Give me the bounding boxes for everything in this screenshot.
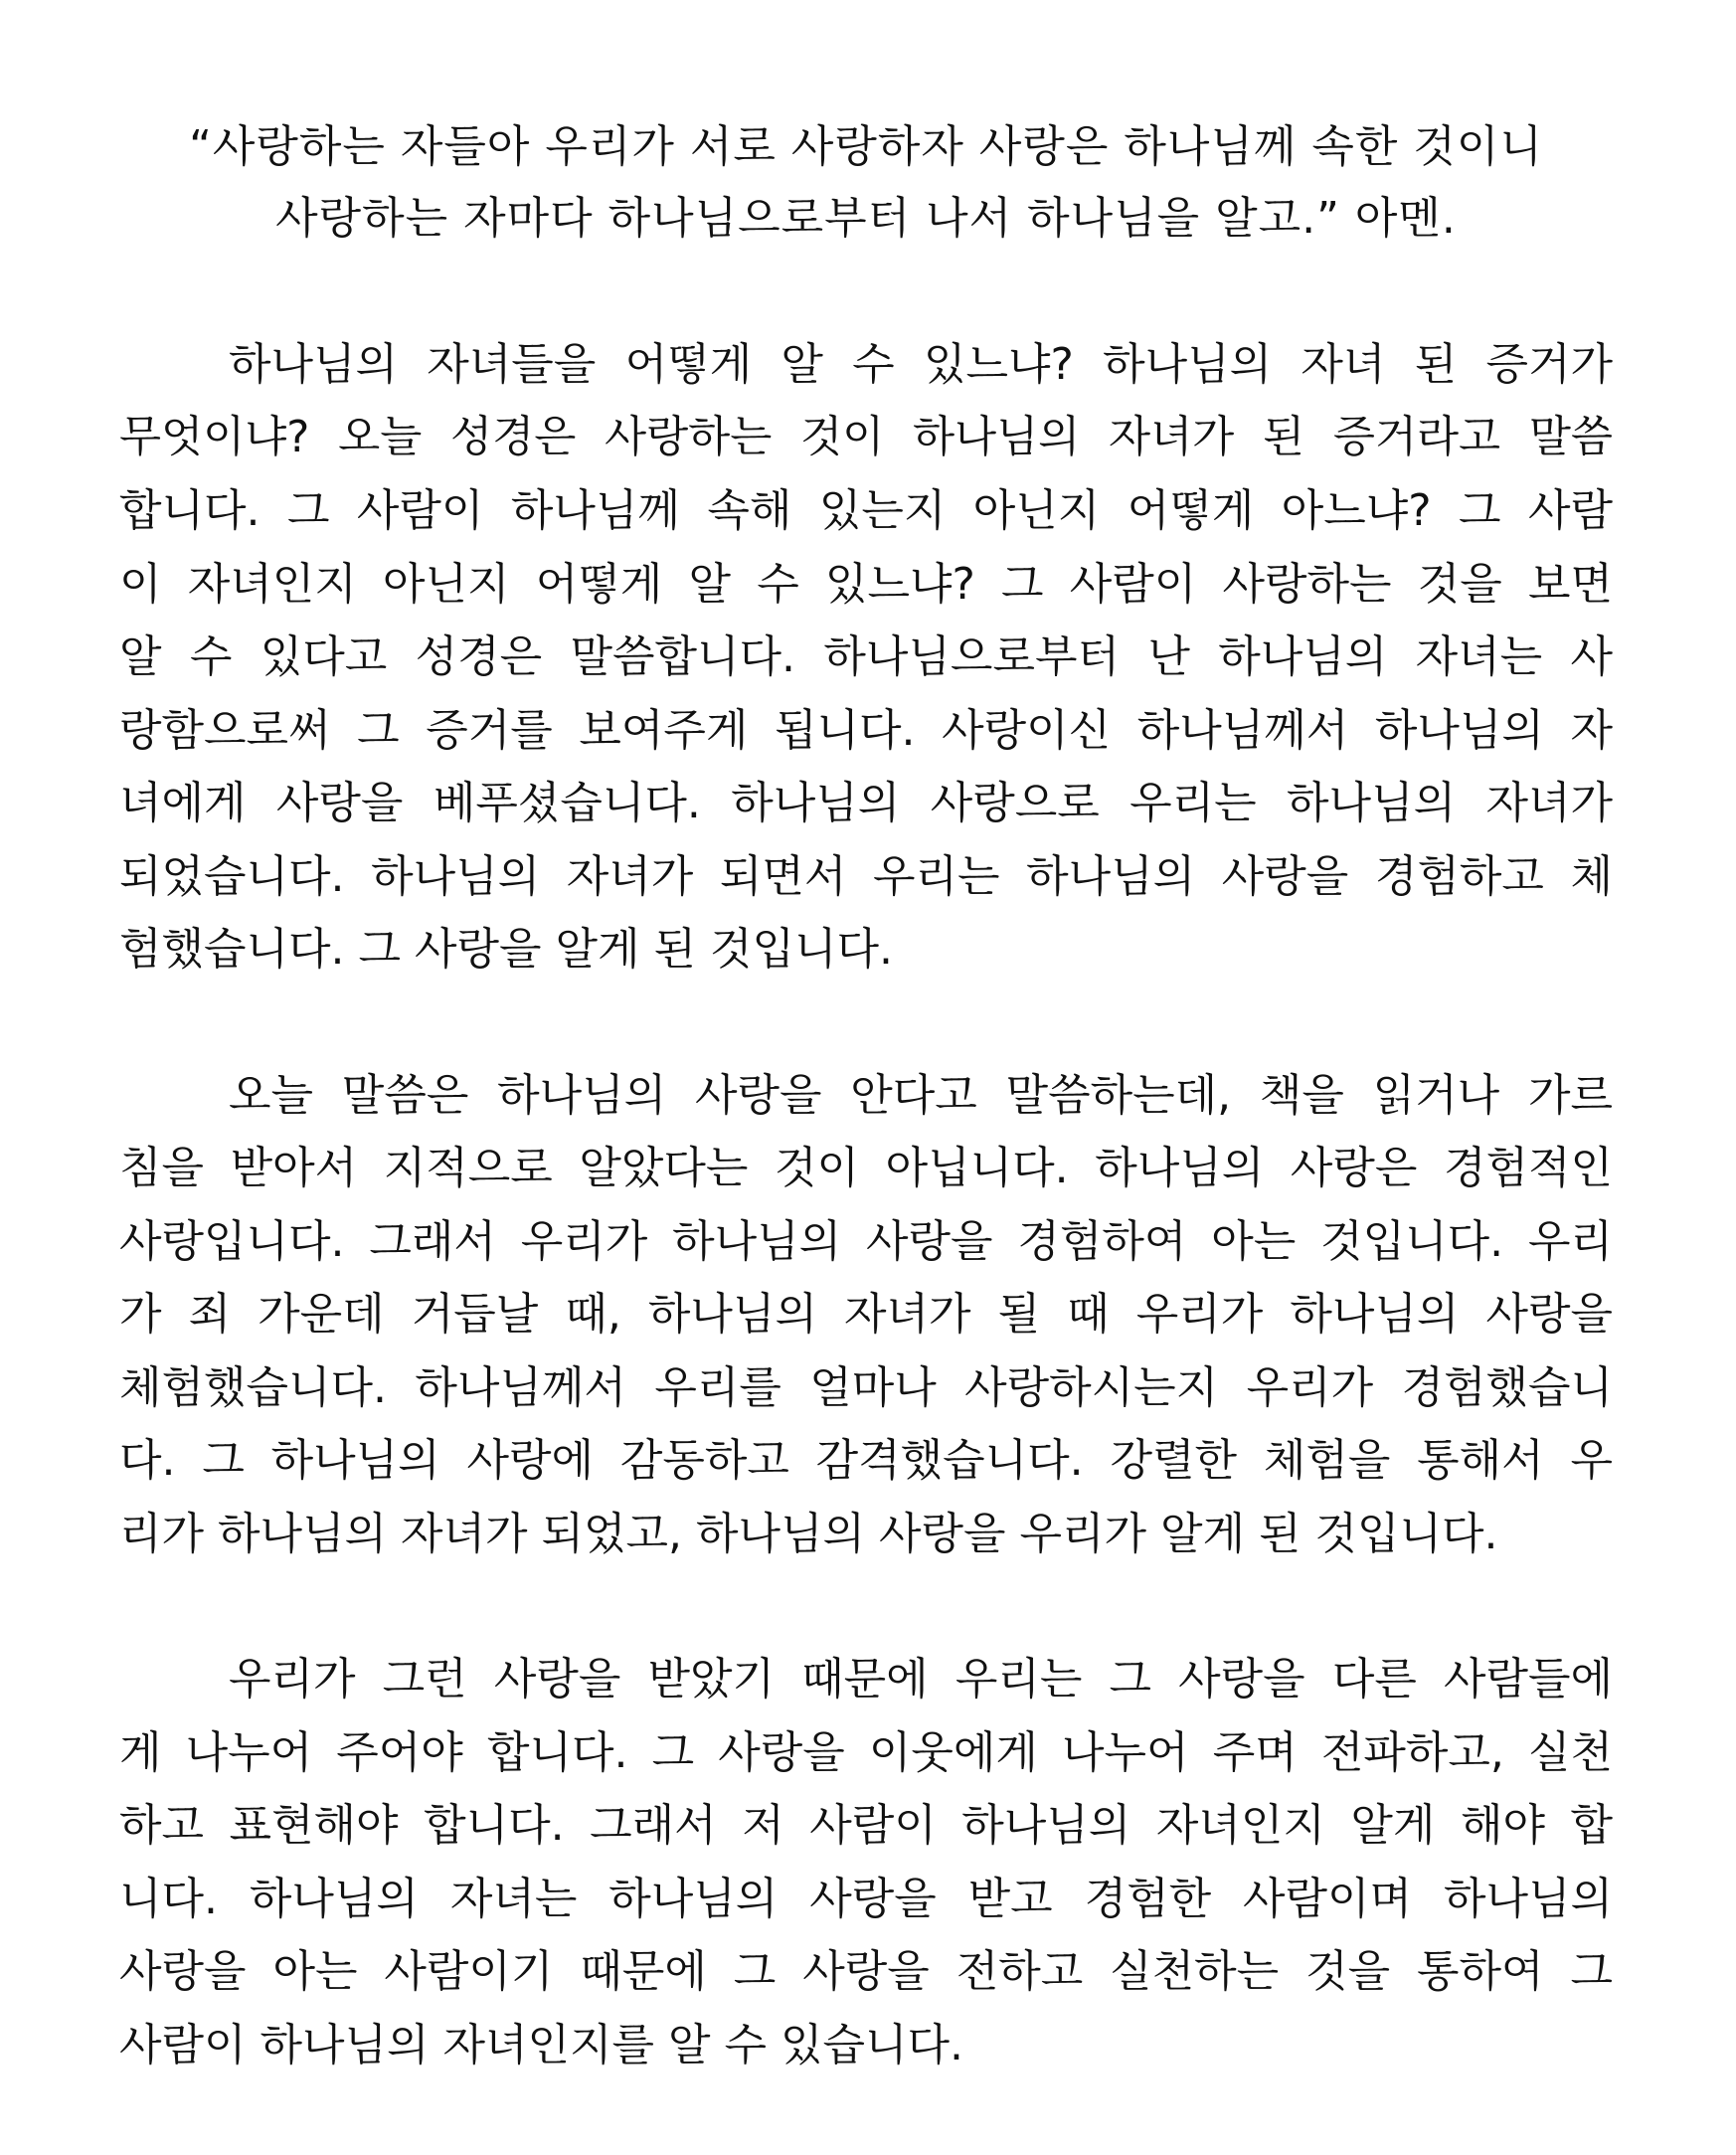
- text-line: 알 수 있다고 성경은 말씀합니다. 하나님으로부터 난 하나님의 자녀는 사: [119, 631, 1613, 682]
- text-line: 녀에게 사랑을 베푸셨습니다. 하나님의 사랑으로 우리는 하나님의 자녀가: [119, 778, 1613, 828]
- paragraph-1: [119, 328, 1613, 987]
- text-line: 사랑입니다. 그래서 우리가 하나님의 사랑을 경험하여 아는 것입니다. 우리: [119, 1215, 1613, 1267]
- text-line: 오늘 말씀은 하나님의 사랑을 안다고 말씀하는데, 책을 읽거나 가르: [229, 1069, 1613, 1121]
- text-line: 하나님의 자녀들을 어떻게 알 수 있느냐? 하나님의 자녀 된 증거가: [229, 339, 1613, 390]
- text-line: 무엇이냐? 오늘 성경은 사랑하는 것이 하나님의 자녀가 된 증거라고 말씀: [119, 412, 1613, 462]
- text-line: 체험했습니다. 하나님께서 우리를 얼마나 사랑하시는지 우리가 경험했습니: [119, 1361, 1613, 1413]
- text-line: 하고 표현해야 합니다. 그래서 저 사람이 하나님의 자녀인지 알게 해야 합: [119, 1800, 1613, 1851]
- text-line: 랑함으로써 그 증거를 보여주게 됩니다. 사랑이신 하나님께서 하나님의 자: [119, 704, 1613, 756]
- text-line: 가 죄 가운데 거듭날 때, 하나님의 자녀가 될 때 우리가 하나님의 사랑을: [119, 1289, 1613, 1340]
- text-line: 니다. 하나님의 자녀는 하나님의 사랑을 받고 경험한 사람이며 하나님의: [119, 1873, 1613, 1924]
- text-line: 리가 하나님의 자녀가 되었고, 하나님의 사랑을 우리가 알게 된 것입니다.: [119, 1508, 1498, 1559]
- epigraph-line: “사랑하는 자들아 우리가 서로 사랑하자 사랑은 하나님께 속한 것이니: [189, 121, 1543, 172]
- text-line: 침을 받아서 지적으로 알았다는 것이 아닙니다. 하나님의 사랑은 경험적인: [119, 1143, 1613, 1193]
- text-line: 되었습니다. 하나님의 자녀가 되면서 우리는 하나님의 사랑을 경험하고 체: [119, 850, 1613, 902]
- paragraph-3: [119, 1643, 1613, 2081]
- epigraph-line: 사랑하는 자마다 하나님으로부터 나서 하나님을 알고.” 아멘.: [275, 193, 1457, 244]
- text-line: 합니다. 그 사람이 하나님께 속해 있는지 아닌지 어떻게 아느냐? 그 사람: [119, 485, 1613, 536]
- paragraph-2: [119, 1059, 1613, 1571]
- text-line: 사랑을 아는 사람이기 때문에 그 사랑을 전하고 실천하는 것을 통하여 그: [119, 1946, 1613, 1997]
- text-line: 사람이 하나님의 자녀인지를 알 수 있습니다.: [119, 2019, 963, 2070]
- text-line: 다. 그 하나님의 사랑에 감동하고 감격했습니다. 강렬한 체험을 통해서 우: [119, 1435, 1613, 1486]
- text-line: 게 나누어 주어야 합니다. 그 사랑을 이웃에게 나누어 주며 전파하고, 실천: [119, 1726, 1613, 1778]
- text-line: 우리가 그런 사랑을 받았기 때문에 우리는 그 사랑을 다른 사람들에: [229, 1654, 1613, 1705]
- document-page: [119, 111, 1613, 2154]
- scripture-epigraph: [119, 111, 1613, 255]
- text-line: 이 자녀인지 아닌지 어떻게 알 수 있느냐? 그 사람이 사랑하는 것을 보면: [119, 558, 1613, 610]
- text-line: 험했습니다. 그 사랑을 알게 된 것입니다.: [119, 924, 893, 975]
